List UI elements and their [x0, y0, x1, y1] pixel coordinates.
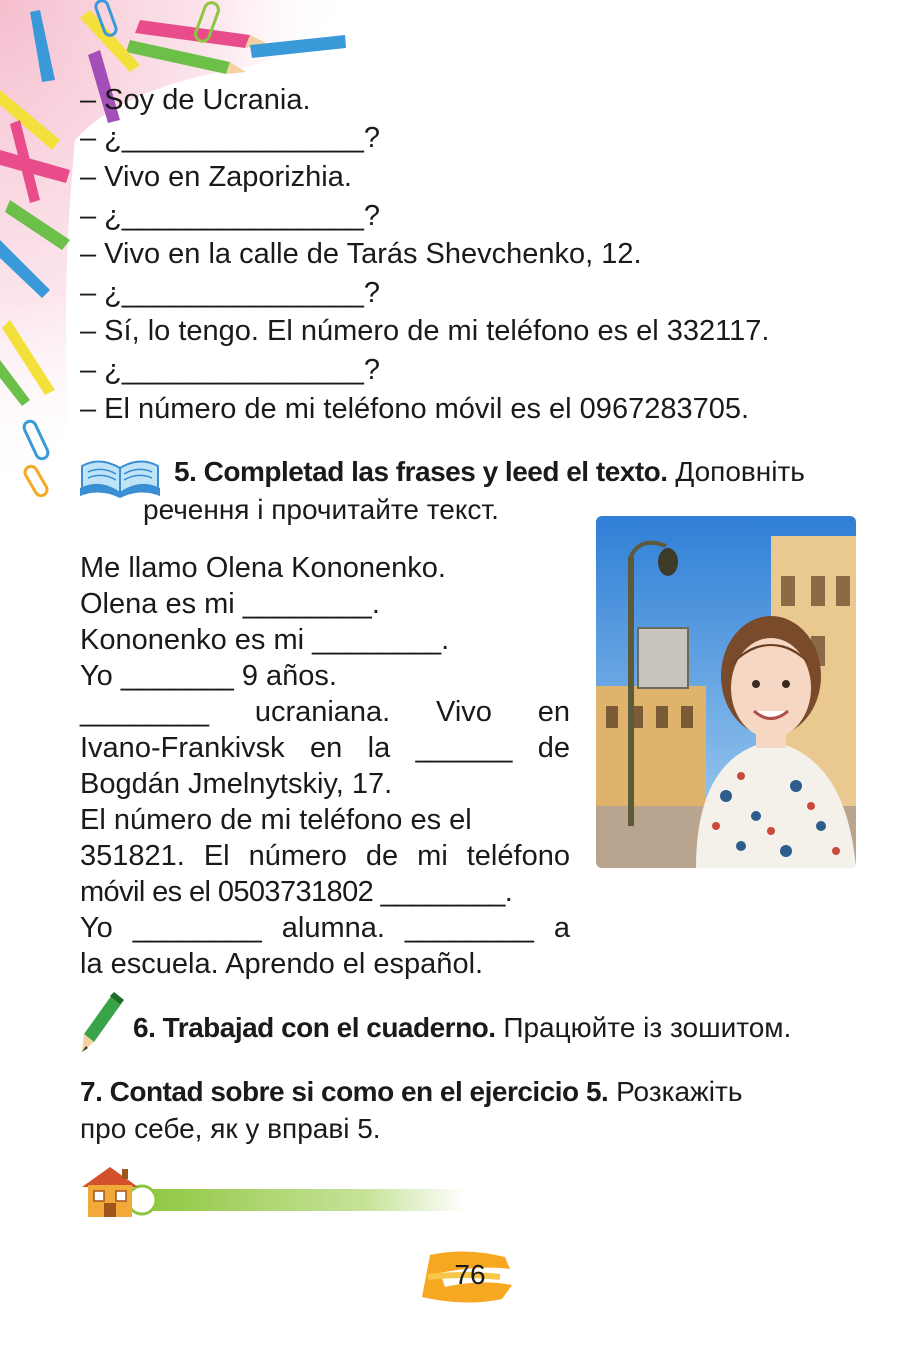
- text-line: Kononenko es mi ________.: [80, 624, 450, 656]
- word: en: [310, 732, 343, 764]
- dialog-line: – Sí, lo tengo. El número de mi teléfono es el 332117.: [80, 315, 770, 347]
- word: teléfono: [466, 840, 570, 872]
- word: 351821.: [80, 840, 185, 872]
- word: en: [537, 696, 570, 728]
- word: Yo: [80, 912, 113, 944]
- word: ucraniana.: [254, 696, 391, 728]
- text-line: móvil es el 0503731802 ________.: [80, 876, 513, 908]
- text-line: El número de mi teléfono es el: [80, 804, 472, 836]
- exercise-5-translation: Доповніть: [667, 456, 805, 487]
- exercise-5-heading: [174, 455, 805, 489]
- exercise-7-translation: Розкажіть: [608, 1076, 743, 1107]
- blank: ________: [404, 912, 534, 944]
- word: alumna.: [281, 912, 385, 944]
- text-line: [80, 730, 570, 766]
- exercise-5-text: [80, 550, 570, 982]
- house-icon: [80, 1163, 470, 1221]
- word: Ivano-Frankivsk: [80, 732, 285, 764]
- word: de: [537, 732, 570, 764]
- dialog-line: – ¿_______________?: [80, 122, 380, 154]
- word: mi: [417, 840, 448, 872]
- text-line: [80, 694, 570, 730]
- word: a: [553, 912, 570, 944]
- exercise-7-heading-line2: про себе, як у вправі 5.: [80, 1113, 381, 1144]
- word: número: [248, 840, 347, 872]
- exercise-7-heading: [80, 1075, 742, 1109]
- word: El: [203, 840, 230, 872]
- text-line: Yo _______ 9 años.: [80, 660, 337, 692]
- exercise-6-translation: Працюйте із зошитом.: [495, 1012, 792, 1043]
- text-line: Bogdán Jmelnytskiy, 17.: [80, 768, 393, 800]
- text-line: la escuela. Aprendo el español.: [80, 948, 484, 980]
- dialog-line: – ¿_______________?: [80, 277, 380, 309]
- text-line: Olena es mi ________.: [80, 588, 380, 620]
- text-line: Me llamo Olena Kononenko.: [80, 552, 446, 584]
- text-line: [80, 838, 570, 874]
- word: de: [365, 840, 399, 872]
- exercise-6-heading: [133, 1011, 791, 1045]
- exercise-6-title: 6. Trabajad con el cuaderno.: [133, 1012, 496, 1043]
- text-line: [80, 910, 570, 946]
- exercise-7-title: 7. Contad sobre si como en el ejercicio 5.: [80, 1076, 609, 1107]
- dialog-line: – Soy de Ucrania.: [80, 84, 311, 116]
- dialog-line: – Vivo en la calle de Tarás Shevchenko, 12.: [80, 238, 642, 270]
- girl-photo: [596, 516, 856, 868]
- dialog-line: – ¿_______________?: [80, 354, 380, 386]
- dialog-line: – Vivo en Zaporizhia.: [80, 161, 352, 193]
- pen-icon: [78, 990, 128, 1055]
- word: Vivo: [436, 696, 492, 728]
- exercise-5-heading-line2: речення і прочитайте текст.: [143, 494, 499, 525]
- page-number: 76: [454, 1259, 486, 1290]
- dialog-line: – El número de mi teléfono móvil es el 0967283705.: [80, 393, 750, 425]
- exercise-5-title: 5. Completad las frases y leed el texto.: [174, 456, 668, 487]
- blank: ______: [415, 732, 513, 764]
- blank: ________: [80, 696, 210, 728]
- blank: ________: [132, 912, 262, 944]
- dialog-line: – ¿_______________?: [80, 200, 380, 232]
- word: la: [367, 732, 391, 764]
- book-icon: [78, 448, 162, 498]
